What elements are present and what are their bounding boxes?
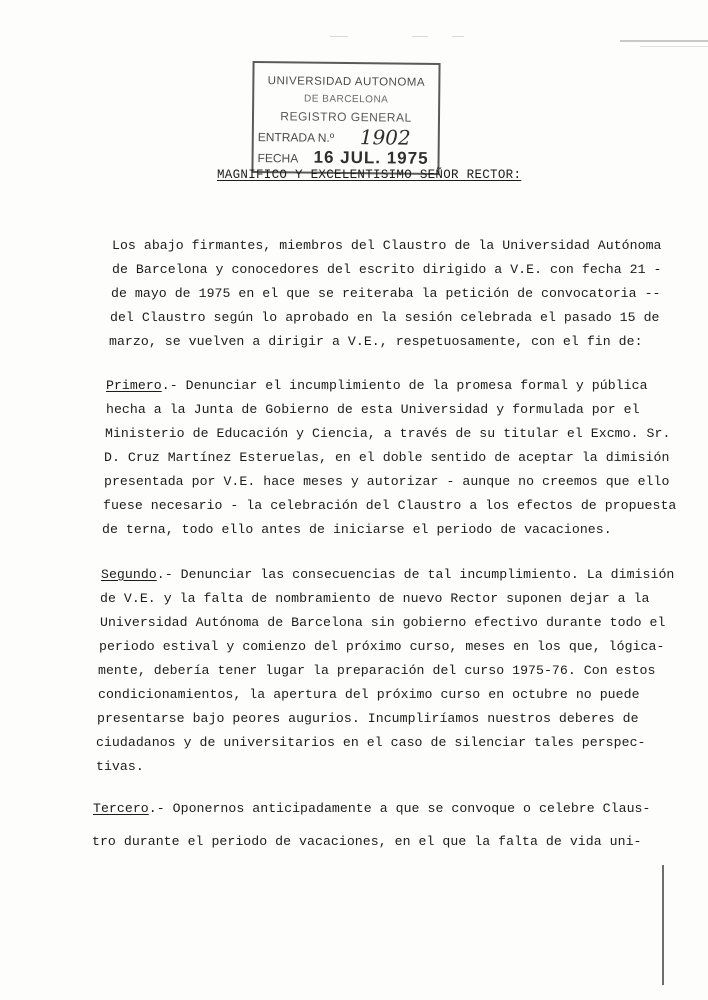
scan-artifact [620,40,708,42]
primero-line: Ministerio de Educación y Ciencia, a través de su titular el Excmo. Sr. [105,426,671,441]
tercero-first-line: .- Oponernos anticipadamente a que se convoque o celebre Claus- [148,801,651,816]
primero-line: presentada por V.E. hace meses y autorizar - aunque no creemos que ello [104,474,670,489]
segundo-first-line: .- Denunciar las consecuencias de tal incumplimiento. La dimisión [156,567,675,582]
scan-artifact [662,865,664,985]
segundo-line: mente, debería tener lugar la preparación del curso 1975-76. Con estos [98,663,656,678]
intro-line: marzo, se vuelven a dirigir a V.E., respetuosamente, con el fin de: [109,334,643,349]
primero-line [106,378,648,393]
segundo-line: de V.E. y la falta de nombramiento de nuevo Rector suponen dejar a la [100,591,650,606]
stamp-city: DE BARCELONA [303,93,389,106]
stamp-entrada-label: ENTRADA N.º [257,130,335,145]
tercero-heading: Tercero [93,801,149,816]
segundo-line: Universidad Autónoma de Barcelona sin gobierno efectivo durante todo el [100,615,666,630]
stamp-fecha-label: FECHA [257,151,299,166]
intro-line: Los abajo firmantes, miembros del Claustro de la Universidad Autónoma [112,238,662,253]
stamp-university: UNIVERSIDAD AUTONOMA [267,75,426,89]
segundo-line: ciudadanos y de universitarios en el caso de silenciar tales perspec- [96,735,646,750]
primero-line: D. Cruz Martínez Esteruelas, en el doble sentido de aceptar la dimisión [104,450,670,465]
scan-artifact [640,46,708,47]
segundo-heading: Segundo [101,567,157,582]
stamp-date: 16 JUL. 1975 [313,147,429,168]
stamp-registry: REGISTRO GENERAL [280,109,412,125]
salutation: MAGNIFICO Y EXCELENTISIMO SEÑOR RECTOR: [217,168,522,182]
segundo-line: condicionamientos, la apertura del próximo curso en octubre no puede [98,687,640,702]
segundo-line: tivas. [96,759,144,774]
intro-line: de mayo de 1975 en el que se reiteraba la petición de convocatoria -- [111,286,661,301]
primero-line: de terna, todo ello antes de iniciarse el periodo de vacaciones. [102,522,612,537]
primero-heading: Primero [106,378,162,393]
primero-first-line: .- Denunciar el incumplimiento de la promesa formal y pública [161,378,648,393]
stamp-entrada-number: 1902 [359,125,411,150]
segundo-line: periodo estival y comienzo del próximo curso, meses en los que, lógica- [99,639,665,654]
tercero-line: tro durante el periodo de vacaciones, en el que la falta de vida uni- [92,834,642,849]
tercero-line [93,801,650,816]
primero-line: hecha a la Junta de Gobierno de esta Universidad y formulada por el [106,402,640,417]
primero-line: fuese necesario - la celebración del Claustro a los efectos de propuesta [103,498,677,513]
intro-line: de Barcelona y conocedores del escrito dirigido a V.E. con fecha 21 - [112,262,662,277]
intro-line: del Claustro según lo aprobado en la sesión celebrada el pasado 15 de [110,310,660,325]
segundo-line [101,567,674,582]
scan-artifact [412,36,428,37]
scan-artifact [330,36,348,37]
scan-artifact [452,36,464,37]
segundo-line: presentarse bajo peores augurios. Incumpliríamos nuestros deberes de [97,711,639,726]
registry-stamp [251,61,440,175]
